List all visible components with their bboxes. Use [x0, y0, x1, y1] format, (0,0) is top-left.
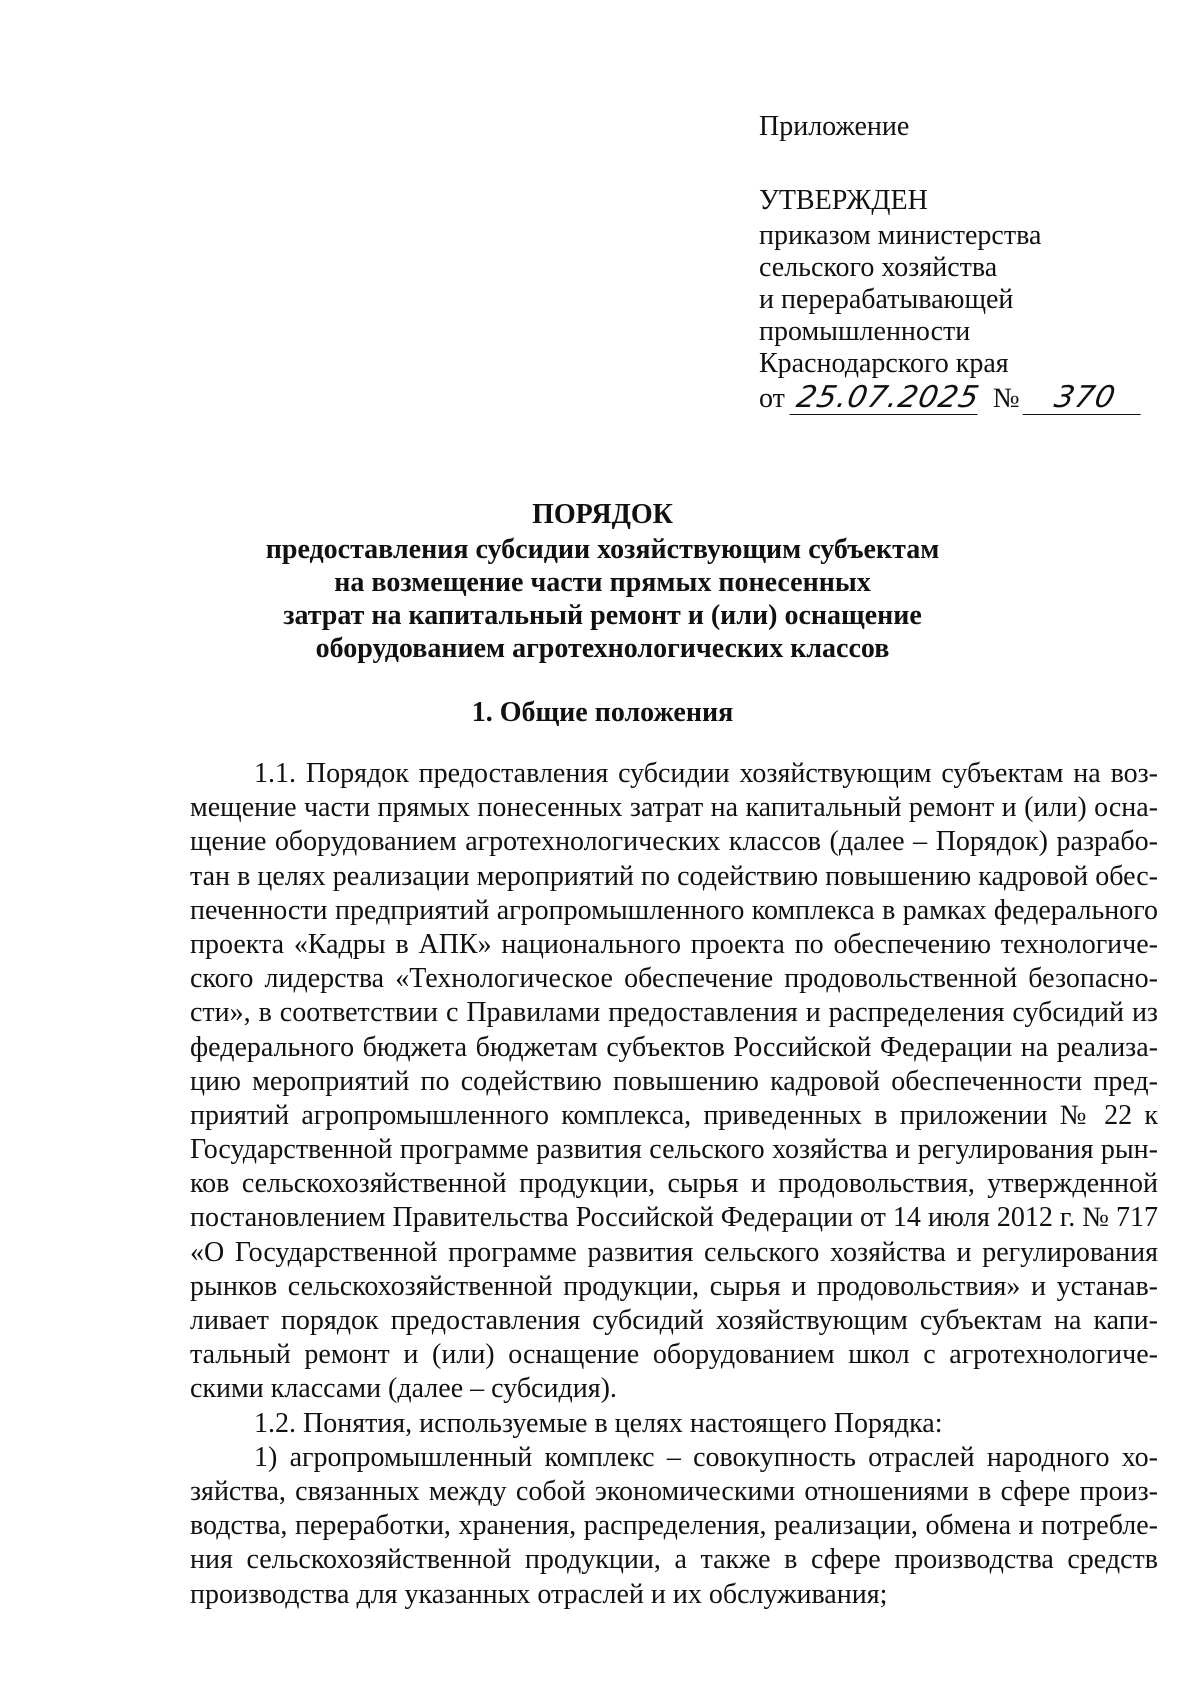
- text-line: тан в целях реализации мероприятий по содействию повышению кадровой обес-: [190, 860, 1158, 892]
- section-body: [190, 757, 1158, 1612]
- text-line: щение оборудованием агротехнологических классов (далее – Порядок) разрабо-: [190, 826, 1158, 858]
- text-line: скими классами (далее – субсидия).: [190, 1373, 617, 1405]
- text-line: ского лидерства «Технологическое обеспечение продовольственной безопасно-: [190, 963, 1158, 995]
- handwritten-date: 25.07.2025: [789, 382, 984, 415]
- text-line: сти», в соответствии с Правилами предоставления и распределения субсидий из: [190, 997, 1158, 1029]
- document-title: [190, 497, 1015, 665]
- order-date-number: [759, 382, 1179, 416]
- authority-line: и перерабатывающей: [759, 283, 1014, 315]
- approved-heading: УТВЕРЖДЕН: [759, 184, 928, 216]
- authority-line: приказом министерства: [759, 219, 1042, 251]
- text-line: водства, переработки, хранения, распределения, реализации, обмена и потребле-: [190, 1510, 1158, 1542]
- title-line: на возмещение части прямых понесенных: [334, 567, 871, 598]
- text-line: ния сельскохозяйственной продукции, а также в сфере производства средств: [190, 1544, 1158, 1576]
- text-line: 1) агропромышленный комплекс – совокупность отраслей народного хо-: [254, 1441, 1158, 1473]
- text-line: цию мероприятий по содействию повышению кадровой обеспеченности пред-: [190, 1065, 1158, 1097]
- title-line: предоставления субсидии хозяйствующим субъектам: [265, 534, 940, 565]
- text-line: мещение части прямых понесенных затрат на капитальный ремонт и (или) осна-: [190, 792, 1158, 824]
- text-line: ков сельскохозяйственной продукции, сырья и продовольствия, утвержденной: [190, 1168, 1158, 1200]
- authority-line: сельского хозяйства: [759, 251, 998, 283]
- text-line: проекта «Кадры в АПК» национального проекта по обеспечению технологиче-: [190, 928, 1158, 960]
- text-line: производства для указанных отраслей и их обслуживания;: [190, 1578, 888, 1610]
- title-line: затрат на капитальный ремонт и (или) оснащение: [283, 600, 922, 631]
- date-prefix: от: [759, 382, 785, 414]
- section-heading: 1. Общие положения: [471, 697, 734, 728]
- text-line: федерального бюджета бюджетам субъектов Российской Федерации на реализа-: [190, 1031, 1158, 1063]
- text-line: «О Государственной программе развития сельского хозяйства и регулирования: [190, 1236, 1158, 1268]
- approval-stamp: [759, 184, 1179, 416]
- text-line: рынков сельскохозяйственной продукции, сырья и продовольствия» и устанав-: [190, 1270, 1158, 1302]
- text-line: постановлением Правительства Российской Федерации от 14 июля 2012 г. № 717: [190, 1202, 1158, 1234]
- title-main: ПОРЯДОК: [532, 499, 673, 530]
- text-line: Государственной программе развития сельского хозяйства и регулирования рын-: [190, 1134, 1158, 1166]
- authority-line: Краснодарского края: [759, 347, 1009, 379]
- text-line: приятий агропромышленного комплекса, приведенных в приложении № 22 к: [190, 1099, 1158, 1131]
- authority-line: промышленности: [759, 315, 971, 347]
- title-line: оборудованием агротехнологических классов: [315, 633, 890, 664]
- text-line: ливает порядок предоставления субсидий хозяйствующим субъектам на капи-: [190, 1305, 1158, 1336]
- text-line: 1.2. Понятия, используемые в целях настоящего Порядка:: [254, 1407, 943, 1439]
- handwritten-number: 370: [1022, 382, 1147, 415]
- text-line: тальный ремонт и (или) оснащение оборудованием школ с агротехнологиче-: [190, 1339, 1158, 1371]
- text-line: 1.1. Порядок предоставления субсидии хозяйствующим субъектам на воз-: [254, 758, 1158, 789]
- text-line: зяйства, связанных между собой экономическими отношениями в сфере произ-: [190, 1475, 1158, 1507]
- text-line: печенности предприятий агропромышленного комплекса в рамках федерального: [190, 894, 1158, 926]
- number-sign: №: [992, 382, 1020, 414]
- appendix-label: Приложение: [759, 111, 910, 142]
- appendix-block: [759, 110, 1179, 415]
